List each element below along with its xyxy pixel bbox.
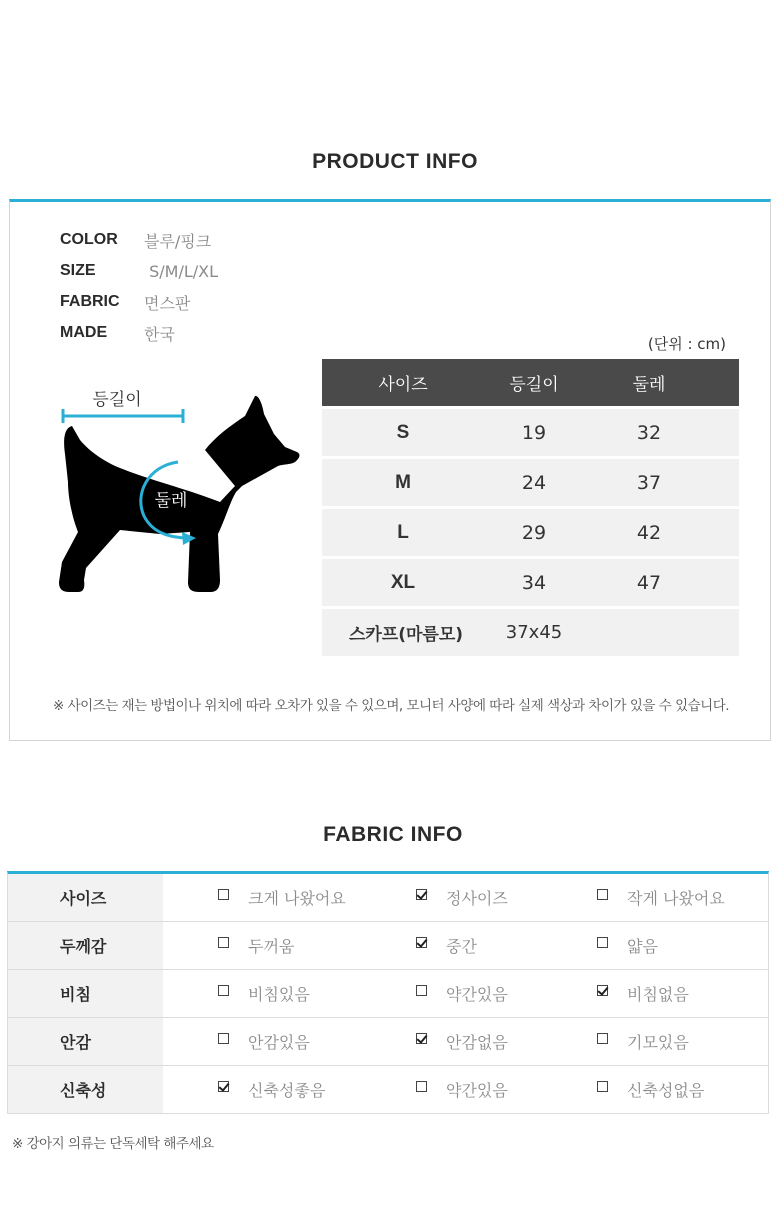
spec-label: FABRIC	[60, 293, 120, 310]
fabric-option	[163, 1018, 363, 1065]
checkbox-icon	[597, 1033, 608, 1044]
fabric-row-transparency	[8, 970, 768, 1018]
fabric-option	[363, 1018, 553, 1065]
checkbox-icon	[416, 1033, 427, 1044]
fabric-option	[363, 970, 553, 1017]
back-length-label: 등길이	[92, 390, 142, 410]
spec-value: 한국	[144, 324, 175, 344]
size-table-header	[322, 359, 739, 406]
fabric-option	[553, 1018, 768, 1065]
option-label: 안감없음	[446, 1033, 508, 1052]
checkbox-icon	[597, 889, 608, 900]
fabric-row-label: 사이즈	[8, 874, 163, 921]
back-length-cell: 34	[521, 571, 547, 594]
washing-note: ※ 강아지 의류는 단독세탁 해주세요	[12, 1136, 214, 1152]
option-label: 신축성없음	[627, 1081, 705, 1100]
fabric-option	[363, 874, 553, 921]
table-row	[322, 559, 739, 606]
fabric-info-table	[7, 871, 769, 1114]
option-label: 안감있음	[248, 1033, 310, 1052]
option-label: 중간	[446, 937, 477, 956]
fabric-row-label: 신축성	[8, 1066, 163, 1113]
option-label: 비침없음	[627, 985, 689, 1004]
option-label: 신축성좋음	[248, 1081, 326, 1100]
back-length-cell: 37x45	[505, 622, 563, 643]
back-length-cell: 29	[521, 521, 547, 544]
fabric-option	[163, 874, 363, 921]
spec-value: 블루/핑크	[144, 231, 212, 251]
option-label: 작게 나왔어요	[627, 889, 725, 908]
fabric-option	[163, 970, 363, 1017]
spec-value: 면스판	[144, 293, 191, 313]
checkbox-icon	[597, 937, 608, 948]
fabric-option	[363, 922, 553, 969]
fabric-option	[553, 922, 768, 969]
size-table	[322, 359, 739, 659]
back-length-line	[63, 409, 183, 423]
option-label: 얇음	[627, 937, 658, 956]
unit-label: (단위 : cm)	[647, 335, 726, 353]
option-label: 비침있음	[248, 985, 310, 1004]
size-cell: XL	[390, 571, 416, 593]
option-label: 약간있음	[446, 985, 508, 1004]
header-girth: 둘레	[632, 375, 666, 395]
spec-value: S/M/L/XL	[144, 261, 219, 281]
checkbox-icon	[597, 985, 608, 996]
size-cell: 스카프(마름모)	[348, 625, 464, 645]
girth-cell: 42	[636, 521, 662, 544]
dog-size-diagram	[50, 382, 310, 607]
fabric-option	[553, 874, 768, 921]
checkbox-icon	[218, 985, 229, 996]
option-label: 약간있음	[446, 1081, 508, 1100]
table-row	[322, 459, 739, 506]
back-length-cell: 19	[521, 421, 547, 444]
girth-cell: 37	[636, 471, 662, 494]
fabric-option	[553, 970, 768, 1017]
spec-row-size	[60, 259, 218, 283]
product-info-title: PRODUCT INFO	[312, 150, 478, 173]
checkbox-icon	[416, 937, 427, 948]
header-size: 사이즈	[378, 375, 428, 395]
fabric-option	[163, 1066, 363, 1113]
spec-row-made	[60, 321, 175, 345]
size-cell: M	[395, 471, 411, 493]
checkbox-icon	[416, 889, 427, 900]
fabric-option	[163, 922, 363, 969]
fabric-row-thickness	[8, 922, 768, 970]
size-disclaimer-note: ※ 사이즈는 재는 방법이나 위치에 따라 오차가 있을 수 있으며, 모니터 사양에 따라 실제 색상과 차이가 있을 수 있습니다.	[52, 698, 730, 714]
fabric-row-stretch	[8, 1066, 768, 1114]
checkbox-icon	[218, 1081, 229, 1092]
fabric-info-title: FABRIC INFO	[323, 823, 463, 846]
checkbox-icon	[218, 1033, 229, 1044]
table-row	[322, 509, 739, 556]
fabric-option	[363, 1066, 553, 1113]
table-row	[322, 409, 739, 456]
fabric-row-label: 비침	[8, 970, 163, 1017]
product-info-box	[9, 199, 771, 741]
fabric-row-label: 안감	[8, 1018, 163, 1065]
fabric-row-size	[8, 874, 768, 922]
girth-label: 둘레	[154, 491, 188, 511]
checkbox-icon	[597, 1081, 608, 1092]
option-label: 크게 나왔어요	[248, 889, 346, 908]
option-label: 두꺼움	[248, 937, 295, 956]
spec-label: COLOR	[60, 231, 118, 248]
girth-cell: 32	[636, 421, 662, 444]
checkbox-icon	[218, 937, 229, 948]
fabric-option	[553, 1066, 768, 1113]
spec-label: SIZE	[60, 262, 96, 279]
checkbox-icon	[416, 1081, 427, 1092]
option-label: 기모있음	[627, 1033, 689, 1052]
spec-row-color	[60, 228, 211, 252]
header-back-length: 등길이	[509, 375, 559, 395]
size-cell: L	[397, 521, 409, 543]
fabric-row-label: 두께감	[8, 922, 163, 969]
fabric-row-lining	[8, 1018, 768, 1066]
checkbox-icon	[218, 889, 229, 900]
checkbox-icon	[416, 985, 427, 996]
girth-cell: 47	[636, 571, 662, 594]
option-label: 정사이즈	[446, 889, 508, 908]
back-length-cell: 24	[521, 471, 547, 494]
size-cell: S	[396, 421, 410, 443]
spec-row-fabric	[60, 290, 190, 314]
table-row-scarf	[322, 609, 739, 656]
spec-label: MADE	[60, 324, 108, 341]
